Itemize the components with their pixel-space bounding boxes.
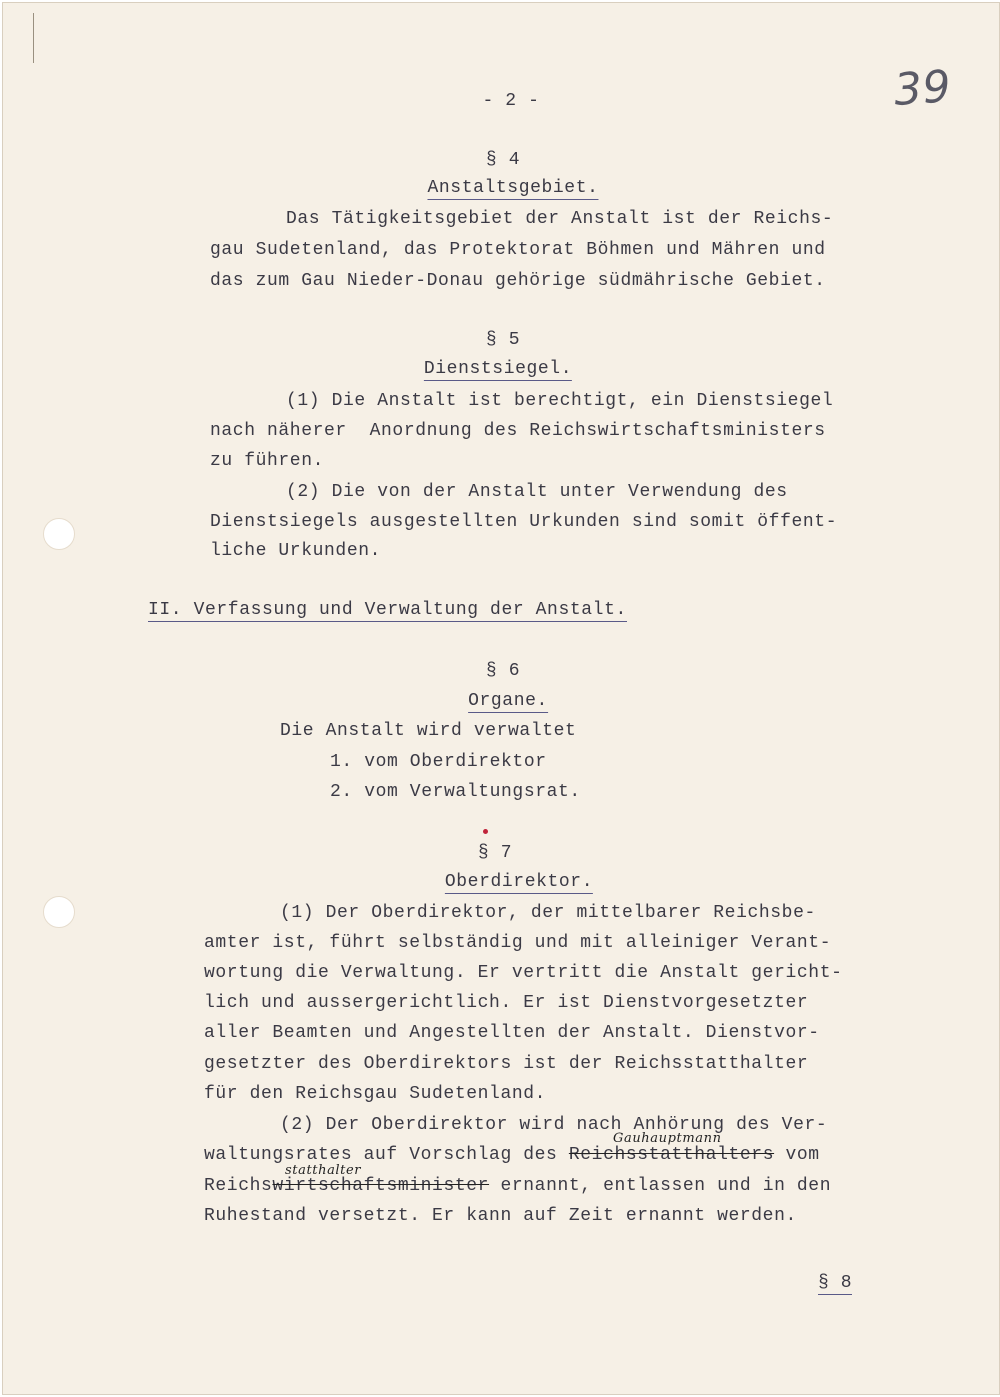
section-7-line-7: für den Reichsgau Sudetenland. — [204, 1084, 547, 1104]
section-5-line-1: (1) Die Anstalt ist berechtigt, ein Dienstsiegel — [286, 391, 834, 411]
paper-crease — [33, 13, 34, 63]
section-5-line-3: zu führen. — [210, 451, 325, 471]
document-page — [2, 2, 1000, 1395]
handwritten-correction: statthalter — [285, 1163, 362, 1178]
section-5-line-4: (2) Die von der Anstalt unter Verwendung des — [286, 482, 788, 502]
red-dot-mark — [483, 829, 488, 834]
section-7-title: Oberdirektor. — [444, 872, 594, 892]
handwritten-correction: Gauhauptmann — [613, 1131, 722, 1146]
struck-word: Reichsstatthalters — [568, 1145, 775, 1165]
section-5-title: Dienstsiegel. — [423, 359, 573, 379]
catchword: § 8 — [818, 1273, 853, 1293]
section-5-number: § 5 — [485, 330, 521, 350]
section-7-line-2: amter ist, führt selbständig und mit alleiniger Verant- — [204, 933, 832, 953]
section-6-title: Organe. — [468, 691, 548, 711]
struck-word: wirtschaftsminister — [272, 1176, 490, 1196]
section-4-title: Anstaltsgebiet. — [427, 178, 599, 198]
section-7-line-3: wortung die Verwaltung. Er vertritt die Anstalt gericht- — [204, 963, 843, 983]
section-6-item-1: 1. vom Oberdirektor — [330, 752, 547, 772]
section-7-line-10: Reichswirtschaftsminister ernannt, entlassen und in den — [204, 1176, 832, 1196]
section-4-line-1: Das Tätigkeitsgebiet der Anstalt ist der Reichs- — [286, 209, 834, 229]
part-2-heading: II. Verfassung und Verwaltung der Anstalt. — [148, 600, 627, 620]
section-5-line-2: nach näherer Anordnung des Reichswirtschaftsministers — [210, 421, 826, 441]
section-6-intro: Die Anstalt wird verwaltet — [280, 721, 577, 741]
punch-hole — [43, 896, 75, 928]
section-7-line-8: (2) Der Oberdirektor wird nach Anhörung des Ver- — [280, 1115, 828, 1135]
section-4-number: § 4 — [485, 150, 521, 170]
section-5-line-6: liche Urkunden. — [210, 541, 382, 561]
section-7-number: § 7 — [477, 843, 513, 863]
section-7-line-9: waltungsrates auf Vorschlag des Reichsstatthalters vom — [204, 1145, 820, 1165]
section-7-line-6: gesetzter des Oberdirektors ist der Reichsstatthalter — [204, 1054, 809, 1074]
section-4-line-3: das zum Gau Nieder-Donau gehörige südmährische Gebiet. — [210, 271, 826, 291]
section-6-number: § 6 — [485, 661, 521, 681]
folio-number: 39 — [892, 61, 953, 116]
punch-hole — [43, 518, 75, 550]
section-7-line-4: lich und aussergerichtlich. Er ist Dienstvorgesetzter — [204, 993, 809, 1013]
section-5-line-5: Dienstsiegels ausgestellten Urkunden sind somit öffent- — [210, 512, 838, 532]
section-7-line-1: (1) Der Oberdirektor, der mittelbarer Reichsbe- — [280, 903, 816, 923]
section-4-line-2: gau Sudetenland, das Protektorat Böhmen und Mähren und — [210, 240, 826, 260]
section-7-line-11: Ruhestand versetzt. Er kann auf Zeit ernannt werden. — [204, 1206, 797, 1226]
section-6-item-2: 2. vom Verwaltungsrat. — [330, 782, 581, 802]
page-number: - 2 - — [482, 91, 540, 111]
section-7-line-5: aller Beamten und Angestellten der Anstalt. Dienstvor- — [204, 1023, 820, 1043]
